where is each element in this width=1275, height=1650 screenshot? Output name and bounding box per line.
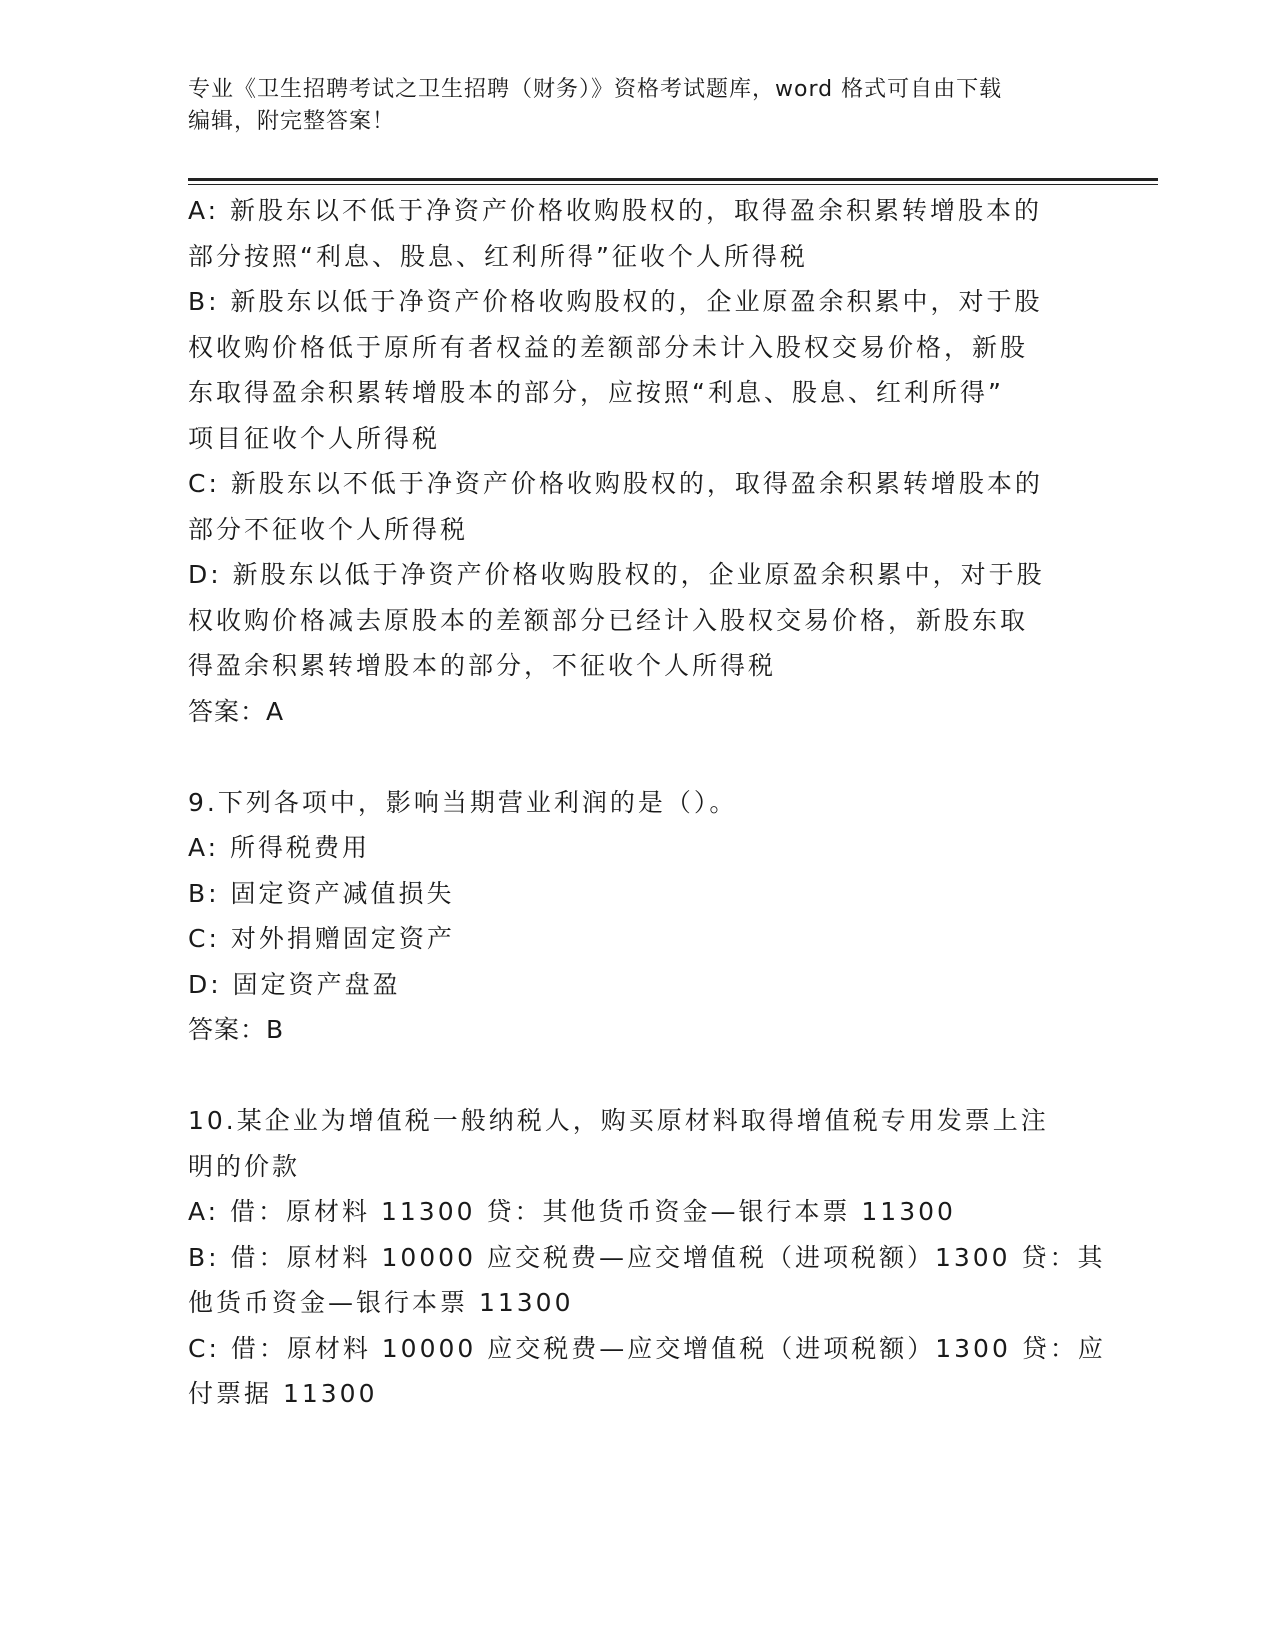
q9-question: 9.下列各项中，影响当期营业利润的是（）。 xyxy=(188,787,738,817)
q8-option-d-line-1: D: 新股东以低于净资产价格收购股权的，企业原盈余积累中，对于股 xyxy=(188,560,1045,589)
q8-option-a-line-1: A: 新股东以不低于净资产价格收购股权的，取得盈余积累转增股本的 xyxy=(188,196,1043,225)
header-line-1: 专业《卫生招聘考试之卫生招聘（财务）》资格考试题库，word 格式可自由下载 xyxy=(188,77,1003,102)
q9-option-d: D: 固定资产盘盈 xyxy=(188,969,401,999)
q8-option-b-line-4: 项目征收个人所得税 xyxy=(188,423,441,453)
header-divider-thick xyxy=(188,178,1158,181)
q8-option-b-line-2: 权收购价格低于原所有者权益的差额部分未计入股权交易价格，新股 xyxy=(188,332,1029,362)
q10-option-b-line-2: 他货币资金—银行本票 11300 xyxy=(188,1288,574,1317)
question-9 xyxy=(188,780,1088,1053)
q9-answer: 答案：B xyxy=(188,1015,285,1044)
document-body xyxy=(188,188,1106,1417)
question-10 xyxy=(188,1098,1106,1417)
q9-option-c: C: 对外捐赠固定资产 xyxy=(188,924,455,953)
q8-option-b-line-3: 东取得盈余积累转增股本的部分，应按照“利息、股息、红利所得” xyxy=(188,378,1004,407)
q8-option-d-line-2: 权收购价格减去原股本的差额部分已经计入股权交易价格，新股东取 xyxy=(188,605,1029,635)
q8-option-c-line-1: C: 新股东以不低于净资产价格收购股权的，取得盈余积累转增股本的 xyxy=(188,469,1043,498)
q8-option-b-line-1: B: 新股东以低于净资产价格收购股权的，企业原盈余积累中，对于股 xyxy=(188,287,1043,316)
q9-option-b: B: 固定资产减值损失 xyxy=(188,878,455,908)
spacer xyxy=(188,734,1088,780)
q10-option-c-line-1: C: 借：原材料 10000 应交税费—应交增值税（进项税额）1300 贷：应 xyxy=(188,1333,1106,1363)
q10-question-line-1: 10.某企业为增值税一般纳税人，购买原材料取得增值税专用发票上注 xyxy=(188,1106,1049,1135)
q8-option-d-line-3: 得盈余积累转增股本的部分，不征收个人所得税 xyxy=(188,651,777,680)
q10-option-c-line-2: 付票据 11300 xyxy=(188,1379,378,1408)
q9-option-a: A: 所得税费用 xyxy=(188,833,371,862)
document-header xyxy=(188,74,1068,138)
q8-option-c-line-2: 部分不征收个人所得税 xyxy=(188,514,469,544)
q10-option-a: A: 借：原材料 11300 贷：其他货币资金—银行本票 11300 xyxy=(188,1197,956,1226)
header-divider-thin xyxy=(188,184,1158,185)
q8-answer: 答案：A xyxy=(188,696,285,726)
spacer xyxy=(188,1053,1088,1099)
header-line-2: 编辑，附完整答案！ xyxy=(188,109,396,134)
q8-option-a-line-2: 部分按照“利息、股息、红利所得”征收个人所得税 xyxy=(188,241,808,271)
q10-question-line-2: 明的价款 xyxy=(188,1151,301,1181)
q10-option-b-line-1: B: 借：原材料 10000 应交税费—应交增值税（进项税额）1300 贷：其 xyxy=(188,1242,1106,1272)
question-8-options xyxy=(188,188,1088,734)
